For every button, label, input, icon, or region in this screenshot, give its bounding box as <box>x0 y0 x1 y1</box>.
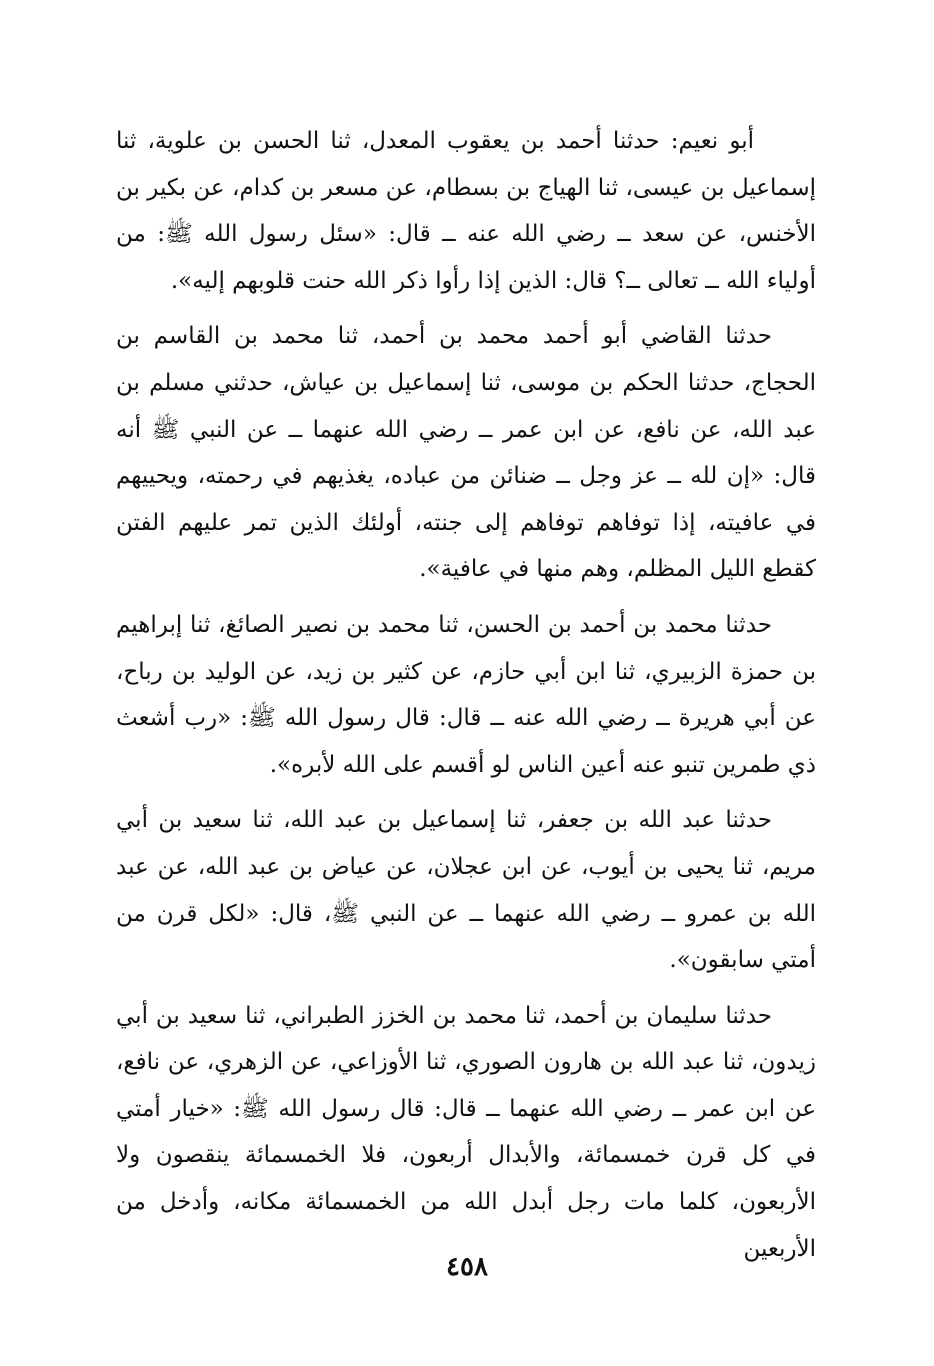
page-number: ٤٥٨ <box>446 1252 488 1282</box>
paragraph-5: حدثنا سليمان بن أحمد، ثنا محمد بن الخزز الطبراني، ثنا سعيد بن أبي زيدون، ثنا عبد الله بن هارون الصوري، ثنا الأوزاعي، عن الزهري، عن نافع، عن ابن عمر ــ رضي الله عنهما ــ قال: قال رسول الله ﷺ: «خيار أمتي في كل قرن خمسمائة، والأبدال أربعون، فلا الخمسمائة ينقصون ولا الأربعون، كلما مات رجل أبدل الله من الخمسمائة مكانه، وأدخل من الأربعين <box>116 1002 816 1262</box>
paragraph-4: حدثنا عبد الله بن جعفر، ثنا إسماعيل بن عبد الله، ثنا سعيد بن أبي مريم، ثنا يحيى بن أيوب، عن ابن عجلان، عن عياض بن عبد الله، عن عبد الله بن عمرو ــ رضي الله عنهما ــ عن النبي ﷺ، قال: «لكل قرن من أمتي سابقون». <box>116 807 816 974</box>
paragraph-2: حدثنا القاضي أبو أحمد محمد بن أحمد، ثنا محمد بن القاسم بن الحجاج، حدثنا الحكم بن موسى، ثنا إسماعيل بن عياش، حدثني مسلم بن عبد الله، عن نافع، عن ابن عمر ــ رضي الله عنهما ــ عن النبي ﷺ أنه قال: «إن لله ــ عز وجل ــ ضنائن من عباده، يغذيهم في رحمته، ويحييهم في عافيته، إذا توفاهم توفاهم إلى جنته، أولئك الذين تمر عليهم الفتن كقطع الليل المظلم، وهم منها في عافية». <box>116 323 816 583</box>
page-text <box>116 118 816 1281</box>
paragraph-3: حدثنا محمد بن أحمد بن الحسن، ثنا محمد بن نصير الصائغ، ثنا إبراهيم بن حمزة الزبيري، ثنا ابن أبي حازم، عن كثير بن زيد، عن الوليد بن رباح، عن أبي هريرة ــ رضي الله عنه ــ قال: قال رسول الله ﷺ: «رب أشعث ذي طمرين تنبو عنه أعين الناس لو أقسم على الله لأبره». <box>116 611 816 778</box>
paragraph-1: أبو نعيم: حدثنا أحمد بن يعقوب المعدل، ثنا الحسن بن علوية، ثنا إسماعيل بن عيسى، ثنا الهياج بن بسطام، عن مسعر بن كدام، عن بكير بن الأخنس، عن سعد ــ رضي الله عنه ــ قال: «سئل رسول الله ﷺ: من أولياء الله ــ تعالى ــ؟ قال: الذين إذا رأوا ذكر الله حنت قلوبهم إليه». <box>116 128 816 294</box>
